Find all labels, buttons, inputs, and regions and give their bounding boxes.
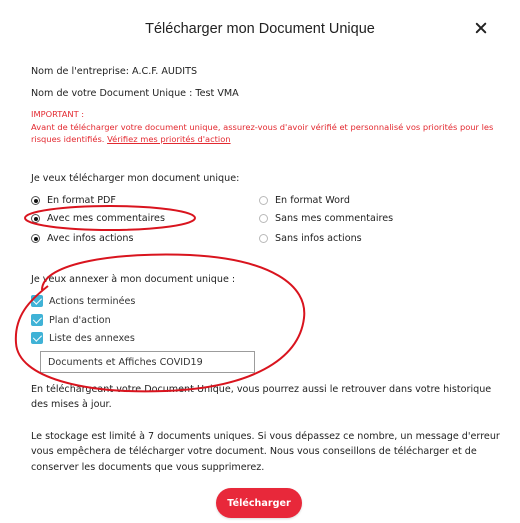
document-name: Nom de votre Document Unique : Test VMA [31,88,239,99]
radio-label: En format Word [275,195,350,206]
checkbox-action-plan[interactable] [31,314,111,326]
checkbox-label: Liste des annexes [49,332,135,344]
checkbox-completed-actions[interactable] [31,295,135,307]
checkbox-annex-list[interactable] [31,332,135,344]
checkbox-label: Actions terminées [49,295,136,307]
radio-without-comments[interactable] [259,213,393,224]
checkbox-label: Plan d'action [49,314,111,326]
download-button[interactable]: Télécharger [216,488,302,518]
important-message: Avant de télécharger votre document unique, assurez-vous d'avoir vérifié et personnalisé vos priorités pour les risques identifiés. [31,122,494,144]
close-icon[interactable] [472,19,490,37]
radio-dot [259,196,268,205]
radio-label: Sans mes commentaires [275,213,394,224]
download-options-label: Je veux télécharger mon document unique: [31,173,240,184]
modal-title: Télécharger mon Document Unique [145,21,375,37]
annex-label: Je veux annexer à mon document unique : [31,274,236,285]
radio-dot [259,214,268,223]
checkbox-checked-icon [31,314,43,326]
annex-document-field[interactable] [40,351,255,373]
radio-label: Avec mes commentaires [47,213,165,224]
history-note: En téléchargeant votre Document Unique, vous pourrez aussi le retrouver dans votre historique des mises à jour. [31,384,492,411]
important-label: IMPORTANT : [31,109,85,119]
storage-note: Le stockage est limité à 7 documents uniques. Si vous dépassez ce nombre, un message d'erreur vous empêchera de télécharger votre document. Nous vous conseillons de télécharger et de conserver les documents que vous supprimerez. [31,431,500,473]
radio-with-comments[interactable] [31,213,165,224]
radio-without-actions[interactable] [259,233,362,244]
company-name: Nom de l'entreprise: A.C.F. AUDITS [31,66,198,77]
radio-with-actions[interactable] [31,233,133,244]
radio-format-pdf[interactable] [31,195,116,206]
radio-format-word[interactable] [259,195,350,206]
verify-priorities-link[interactable]: Vérifiez mes priorités d'action [107,134,231,144]
important-text [31,121,501,145]
radio-dot [259,234,268,243]
radio-label: En format PDF [47,195,116,206]
radio-label: Sans infos actions [275,233,362,244]
radio-label: Avec infos actions [47,233,134,244]
radio-dot [31,214,40,223]
radio-dot [31,234,40,243]
checkbox-checked-icon [31,295,43,307]
radio-dot [31,196,40,205]
checkbox-checked-icon [31,332,43,344]
